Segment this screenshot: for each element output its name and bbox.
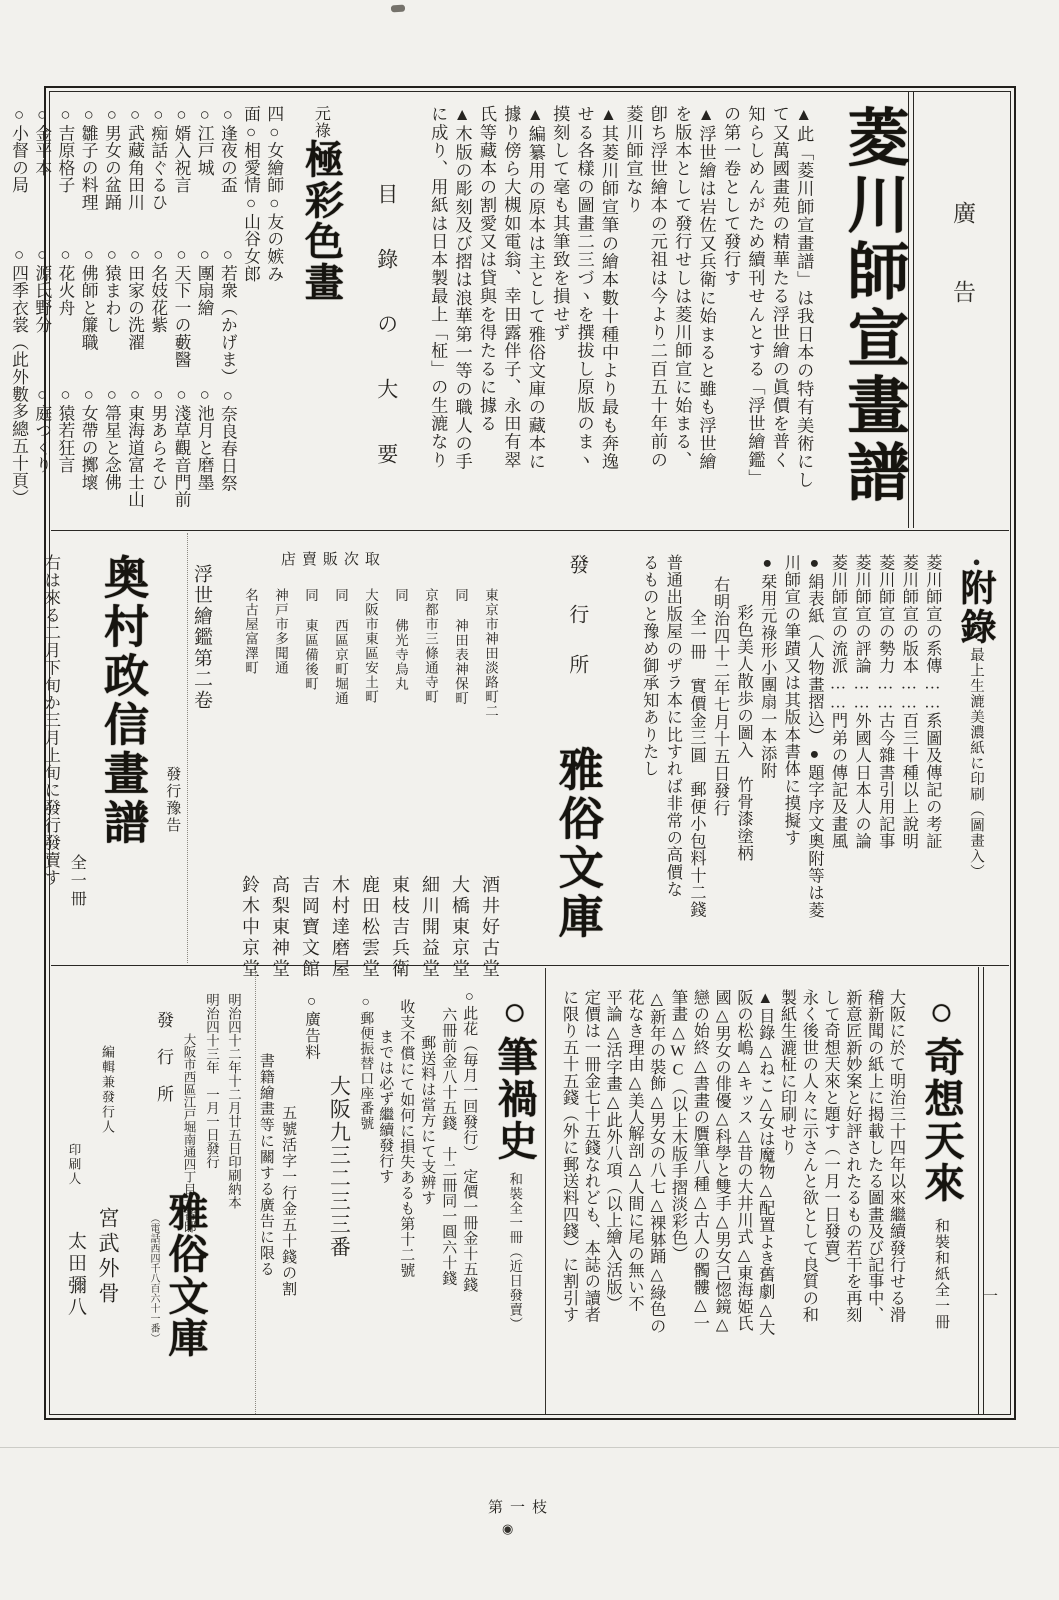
colophon-issued-date: 明治四十三年 一月一日發行 [204, 993, 219, 1169]
kisotenrai-text-column: 筆畫△WC（以上木版手摺淡彩色） [669, 989, 688, 1263]
footer-rule [0, 1447, 1059, 1448]
konohana-text-column: 收支不償にて如何に損失あるも第十二號 [398, 999, 415, 1278]
distributor-address: 同 東區備後町 [302, 588, 318, 691]
distributor-address: 大阪市東區安土町 [362, 588, 378, 704]
intro-text-column: 卽ち浮世繪本の元祖は今より二百五十年前の [647, 105, 667, 469]
catalog-column [216, 105, 239, 537]
margin-mark: 一 [982, 1289, 998, 1305]
konohana-columns [374, 989, 479, 1423]
catalog-column [54, 105, 77, 537]
appendix-text-column: ●栞用元祿形小團扇一本添附 [758, 554, 777, 780]
publisher-column [546, 554, 607, 982]
ad-rate-note: 書籍繪畫等に關する廣告に限る [257, 1053, 274, 1277]
distributor-column [264, 554, 294, 982]
next-volume-binding: 全一冊 [68, 854, 86, 908]
catalog-column [263, 105, 286, 537]
colophon-publisher-name: 雅俗文庫 [163, 1191, 208, 1359]
kisotenrai-text-column: 大阪に於て明治三十四年以來繼續發行せる滑 [887, 989, 905, 1323]
distributor-address: 名古屋富澤町 [242, 588, 258, 675]
series-era-label: 元祿 [312, 105, 330, 139]
distributor-address: 京都市三條通寺町 [422, 588, 438, 704]
konohana-text-column: 六冊前金八十五錢 十二冊同一圓六十錢 [440, 1007, 457, 1286]
intro-text-column: 知らしめんがため續刊せんとする「浮世繪鑑」 [745, 105, 765, 488]
catalog-item: ○武藏角田川 [125, 105, 145, 211]
distributor-name: 鹿田松雲堂 [359, 875, 380, 980]
colophon-phone: （電話西四千八百六十一番） [148, 1213, 159, 1343]
scan-artifact [391, 5, 405, 13]
band-main-ad [9, 95, 1008, 537]
next-volume-notice: 發行豫告 [164, 766, 181, 834]
colophon-address: 大阪市西區江戸堀南通四丁目十番邸 [182, 1033, 196, 1233]
band-other-publications [52, 969, 1008, 1423]
intro-text-column: 菱川師宣なり [623, 105, 643, 215]
distributor-column [384, 554, 414, 982]
distributor-heading: 店賣販次取 [280, 552, 386, 568]
intro-text-column: の第一卷として發行す [721, 105, 741, 287]
intro-columns [425, 105, 816, 537]
distributor-address: 同 神田表神保町 [452, 588, 468, 706]
kisotenrai-text-column: して奇想天來と題す（一月一日發賣） [821, 989, 840, 1273]
intro-text-column: て又萬國畫苑の精華たる浮世繪の眞價を普く [769, 105, 789, 469]
catalog-item: ○猿若狂言 [55, 385, 75, 474]
appendix-text-column: 菱川師宣の版本……百三十種以上說明 [899, 554, 918, 850]
distributor-column [354, 554, 384, 982]
distributor-column [444, 554, 474, 982]
postal-account-number: 大阪九三二三三番 [327, 1075, 352, 1259]
appendix-text-column: るものと豫め御承知ありたし [640, 554, 659, 778]
kisotenrai-text-column: に限り五十五錢（外に郵送料四錢）に割引す [560, 989, 579, 1323]
colophon-printer-label: 印刷人 [67, 1143, 81, 1187]
catalog-item: ○佛師と簾職 [79, 245, 99, 351]
catalog-item: ○雛子の料理 [79, 105, 99, 211]
colophon-printer-name: 太田彌八 [65, 1231, 86, 1319]
catalog-series-column [294, 105, 347, 537]
publisher-name: 雅俗文庫 [551, 746, 602, 942]
distributor-column [414, 554, 444, 982]
hikkashi-title: ○筆禍史 [492, 989, 538, 1162]
catalog-item: ○東海道富士山 [125, 385, 145, 509]
catalog-column [193, 105, 216, 537]
catalog-item: ○團扇繪 [195, 245, 215, 317]
catalog-column [147, 105, 170, 537]
catalog-item: ○四季衣裳（此外數多總五十頁） [9, 245, 29, 507]
intro-text-column: ▲編纂用の原本は主として雅俗文庫の藏本に [525, 105, 545, 471]
advertisement-label: 廣告 [950, 201, 975, 359]
catalog-item: ○猿まわし [102, 245, 122, 334]
catalog-item: ○庭つくり [32, 385, 52, 474]
intro-text-column: 據り傍ら大槻如電翁、幸田露伴子、永田有翠 [501, 105, 521, 469]
catalog-item: ○天下一の藪醫 [171, 245, 191, 369]
catalog-column [239, 105, 262, 537]
distributor-column [234, 554, 264, 982]
kisotenrai-title: ○奇想天來 [919, 989, 964, 1204]
intro-text-column: せる各樣の圖畫二三づヽを撰拔し原版のまヽ [574, 105, 594, 469]
intro-text-column: ▲其菱川師宣筆の繪本數十種中より最も奔逸 [599, 105, 619, 471]
kisotenrai-text-column: ▲目錄△ねこ△女は魔物△配置よき舊劇△大 [756, 989, 775, 1336]
konohana-text-column: までは必ず繼續發行す [377, 1029, 394, 1184]
distributor-name: 木村達磨屋 [329, 875, 350, 980]
catalog-item: ○逢夜の盃 [218, 105, 238, 194]
intro-text-column: 氏等藏本の割愛又は貸與を得たるに據る [476, 105, 496, 433]
colophon-editor-name: 宮武外骨 [96, 1207, 120, 1307]
catalog-item: ○池月と磨墨 [195, 385, 215, 491]
next-volume-series: 浮世繪鑑第二卷 [190, 564, 212, 711]
colophon-printed-date: 明治四十二年十二月廿五日印刷納本 [226, 993, 241, 1209]
band-appendix-publisher [41, 534, 1008, 982]
catalog-column [7, 105, 30, 537]
distributor-name: 高梨東神堂 [269, 875, 290, 980]
colophon [54, 969, 254, 1423]
distributor-column [474, 554, 504, 982]
catalog-items [7, 105, 285, 537]
catalog-column [77, 105, 100, 537]
catalog-column [123, 105, 146, 537]
catalog-item: ○小督の局 [9, 105, 29, 194]
kisotenrai-text-column: 稽新聞の紙上に揭載したる圖畫及び記事中、 [865, 989, 884, 1323]
catalog-item: ○若衆（かげま） [218, 245, 238, 386]
catalog-item: ○男あらそひ [148, 385, 168, 491]
catalog-item: ○源氏野分 [32, 245, 52, 334]
catalog-item: ○男女の盆踊 [102, 105, 122, 211]
distributor-address: 東京市神田淡路町二 [482, 588, 498, 719]
appendix-title-column [951, 554, 1000, 982]
distributor-column [294, 554, 324, 982]
distributor-name: 大橋東京堂 [449, 875, 470, 980]
catalog-item: ○痴話ぐるひ [148, 105, 168, 211]
kisotenrai-title-column [914, 989, 968, 1423]
next-volume-title: 奥村政信畫譜 [97, 554, 148, 848]
catalog-item: ○花火舟 [55, 245, 75, 317]
kisotenrai-text-column: 定價は一冊金七十五錢なれども、本誌の讀者 [581, 989, 600, 1323]
appendix-title: 附錄 [956, 569, 996, 647]
catalog-item: 面○相愛情○山谷女郎 [241, 105, 261, 283]
kisotenrai-text-column: 戀の始終△書畫の贋筆八種△古人の髑髏△一 [690, 989, 709, 1332]
distributor-column [324, 554, 354, 982]
catalog-column [170, 105, 193, 537]
catalog-item: ○名妓花紫 [148, 245, 168, 334]
hikkashi-binding: 和裝全一冊（近日發賣） [507, 1172, 523, 1332]
intro-text-column: を版本として發行せしは菱川師宣に始まる、 [672, 105, 692, 469]
catalog-item: ○淺草觀音門前 [171, 385, 191, 509]
intro-text-column: に成り、用紙は日本製最上「柾」の生漉なり [428, 105, 448, 469]
appendix-subtitle: 最上生漉美濃紙に印刷（圖畫入） [968, 647, 984, 880]
postal-account-label: ○郵便振替口座番號 [358, 995, 374, 1131]
kisotenrai-text-column: 永く後世の人々に示さんと欲として良質の和 [799, 989, 818, 1323]
intro-text-column: ▲浮世繪は岩佐又兵衛に始まると雖も浮世繪 [696, 105, 716, 471]
catalog-item: ○金平本 [32, 105, 52, 177]
kisotenrai-binding: 和裝和紙全一冊 [933, 1218, 949, 1330]
main-title: 菱川師宣畫譜 [837, 105, 906, 507]
series-title: 極彩色畫 [299, 139, 343, 303]
kisotenrai-text-column: 國△男女の俳優△科學と雙手△男女己惚鏡△ [712, 989, 731, 1335]
ad-rate-value: 五號活字一行金五十錢の割 [280, 1105, 297, 1297]
kisotenrai-text-column: 新意匠新妙案と好評されたるもの若干を再刻 [843, 989, 862, 1323]
appendix-text-column: 全一冊 實價金三圓 郵便小包料十二錢 [687, 609, 706, 919]
kisotenrai-text-column: 花なき理由△美人解剖△人間に尾の無い不 [625, 989, 644, 1312]
catalog-item: ○女帶の擲壞 [79, 385, 99, 491]
footer-circle-mark: ◉ [502, 1521, 514, 1536]
catalog-item: ○田家の洗濯 [125, 245, 145, 351]
kisotenrai-text-column: △新年の裝飾△男女の八七△裸躰踊△綠色の [647, 989, 666, 1335]
intro-text-column: ▲木版の彫刻及び摺は浪華第一等の職人の手 [452, 105, 472, 471]
distributor-name: 鈴木中京堂 [239, 875, 260, 980]
appendix-columns [637, 554, 944, 982]
appendix-text-column: ●絹表紙（人物畫摺込）●題字序文奧附等は菱 [805, 554, 824, 919]
publisher-label: 發行所 [565, 554, 588, 704]
colophon-editor-label: 編輯兼發行人 [100, 1045, 115, 1135]
distributor-address: 同 佛光寺烏丸 [392, 588, 408, 691]
intro-text-column: ▲此「菱川師宣畫譜」は我日本の特有美術にし [794, 105, 814, 489]
distributor-address: 神戸市多聞通 [272, 588, 288, 675]
appendix-text-column: 川師宣の筆蹟又は其版本書体に摸擬す [781, 554, 800, 847]
intro-text-column: 摸刻して毫も其筆致を損せず [550, 105, 570, 342]
kisotenrai-text-column: 阪の松嶋△キッス△昔の大井川式△東海姫氏 [734, 989, 753, 1332]
catalog-item: 四○女繪師○友の嫉み [264, 105, 284, 283]
page-signature: 第一枝 [488, 1500, 555, 1516]
distributor-address: 同 西區京町堀通 [332, 588, 348, 706]
catalog-column [31, 105, 54, 537]
appendix-text-column: 普通出版屋のザラ本に比すれば非常の高價な [663, 554, 682, 898]
distributor-section [234, 554, 504, 982]
appendix-text-column: 菱川師宣の系傳……系圖及傳記の考証 [923, 554, 942, 850]
catalog-item: ○箒星と念佛 [102, 385, 122, 491]
colophon-publisher-label: 發行所 [154, 1011, 173, 1122]
margin-strip [978, 969, 1008, 1423]
kisotenrai-text-column: 平論△活字畫△此外八項（以上繪入活版） [603, 989, 622, 1312]
bullet-icon: ● [969, 554, 984, 569]
appendix-text-column: 右明治四十二年七月十五日發行 [711, 576, 730, 817]
kisotenrai-columns [557, 989, 906, 1423]
catalog-item: ○婿入祝言 [171, 105, 191, 194]
appendix-text-column: 菱川師宣の評論……外國人日本人の論 [852, 554, 871, 850]
ad-rate-label: ○廣告料 [303, 993, 321, 1061]
catalog-item: ○奈良春日祭 [218, 385, 238, 492]
hikkashi-title-column [487, 989, 541, 1423]
konohana-text-column: 郵送料は當方にて支辨す [419, 1035, 436, 1206]
appendix-text-column: 彩色美人散歩の圖入 竹骨漆塗柄 [734, 604, 753, 862]
appendix-text-column: 菱川師宣の勢力……古今雜書引用記事 [876, 554, 895, 850]
distributor-name: 東枝吉兵衛 [389, 875, 410, 980]
appendix-text-column: 菱川師宣の流派……門弟の傳記及畫風 [829, 554, 848, 850]
distributor-name: 細川開益堂 [419, 875, 440, 980]
catalog-column [100, 105, 123, 537]
catalog-item: ○吉原格子 [55, 105, 75, 194]
catalog-heading: 目錄の大要 [374, 183, 399, 508]
next-volume-release: 右は來る二月下旬か三月上旬に發行發賣す [41, 554, 61, 887]
kisotenrai-text-column: 製紙生漉柾に印刷せり [778, 989, 797, 1156]
catalog-item: ○江戸城 [195, 105, 215, 177]
konohana-text-column: ○此花（毎月一回發行） 定價一冊金十五錢 [461, 989, 478, 1293]
distributor-name: 酒井好古堂 [479, 875, 500, 980]
distributor-name: 吉岡寶文館 [299, 875, 320, 980]
